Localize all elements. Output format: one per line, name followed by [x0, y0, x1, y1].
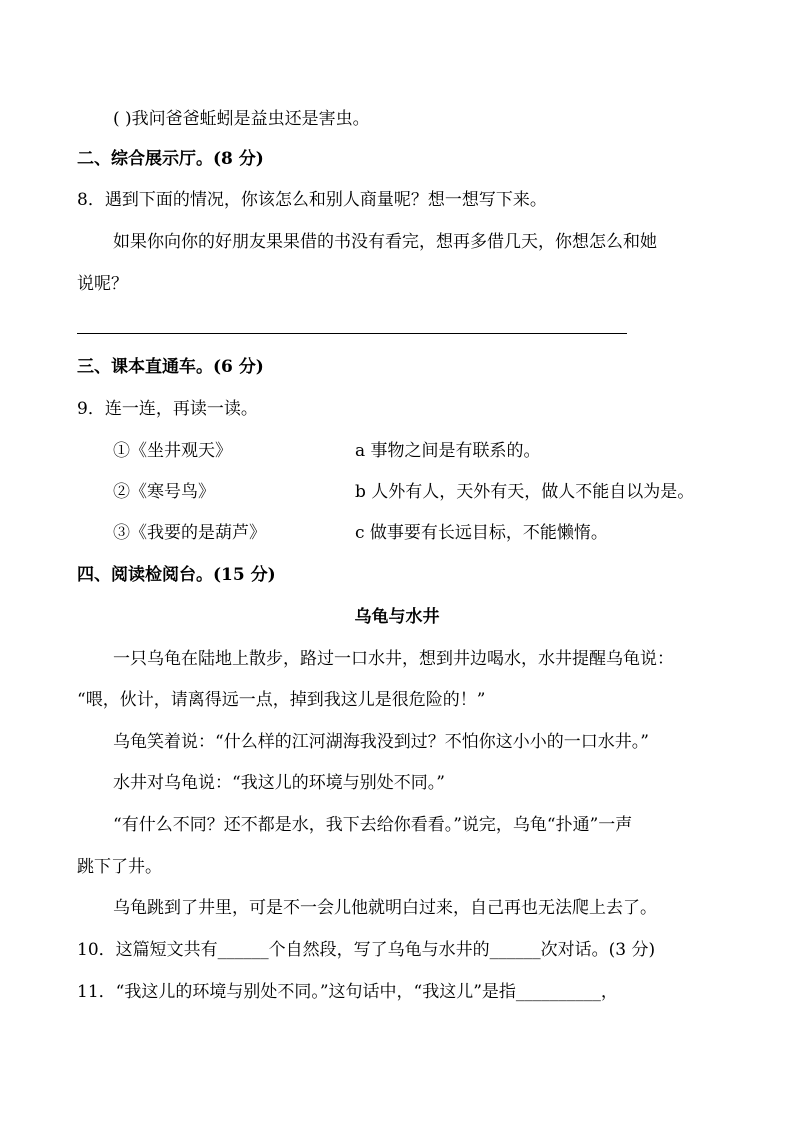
question-9-prompt: 9．连一连，再读一读。 [77, 399, 258, 419]
match-right-item-a[interactable]: a 事物之间是有联系的。 [355, 441, 541, 461]
question-11[interactable]: 11．“我这儿的环境与别处不同。”这句话中，“我这儿”是指__________， [77, 982, 618, 1002]
passage-line-1: 一只乌龟在陆地上散步，路过一口水井，想到井边喝水，水井提醒乌龟说： [113, 649, 674, 669]
question-8-scenario-line-1: 如果你向你的好朋友果果借的书没有看完，想再多借几天，你想怎么和她 [113, 232, 657, 252]
passage-line-7: 乌龟跳到了井里，可是不一会儿他就明白过来，自己再也无法爬上去了。 [113, 898, 657, 918]
question-10[interactable]: 10．这篇短文共有______个自然段，写了乌龟与水井的______次对话。(3 分) [77, 940, 656, 960]
passage-line-3: 乌龟笑着说：“什么样的江河湖海我没到过？不怕你这小小的一口水井。” [113, 732, 649, 752]
passage-line-6: 跳下了井。 [77, 857, 162, 877]
answer-line[interactable] [77, 333, 627, 334]
question-previous-line: ( )我问爸爸蚯蚓是益虫还是害虫。 [113, 109, 370, 129]
passage-line-5: “有什么不同？还不都是水，我下去给你看看。”说完，乌龟“扑通”一声 [113, 815, 633, 835]
match-right-item-c[interactable]: c 做事要有长远目标，不能懒惰。 [355, 523, 608, 543]
section-2-heading: 二、综合展示厅。(8 分) [77, 149, 264, 169]
match-left-item-3[interactable]: ③《我要的是葫芦》 [113, 523, 266, 543]
passage-title: 乌龟与水井 [354, 607, 440, 627]
section-4-heading: 四、阅读检阅台。(15 分) [77, 565, 276, 585]
match-left-item-1[interactable]: ①《坐井观天》 [113, 441, 232, 461]
match-right-item-b[interactable]: b 人外有人，天外有天，做人不能自以为是。 [355, 482, 695, 502]
passage-line-2: “喂，伙计，请离得远一点，掉到我这儿是很危险的！” [77, 690, 486, 710]
match-left-item-2[interactable]: ②《寒号鸟》 [113, 482, 215, 502]
passage-line-4: 水井对乌龟说：“我这儿的环境与别处不同。” [113, 773, 445, 793]
section-3-heading: 三、课本直通车。(6 分) [77, 357, 264, 377]
question-8-scenario-line-2: 说呢？ [77, 274, 128, 294]
question-8-prompt: 8．遇到下面的情况，你该怎么和别人商量呢？想一想写下来。 [77, 190, 547, 210]
